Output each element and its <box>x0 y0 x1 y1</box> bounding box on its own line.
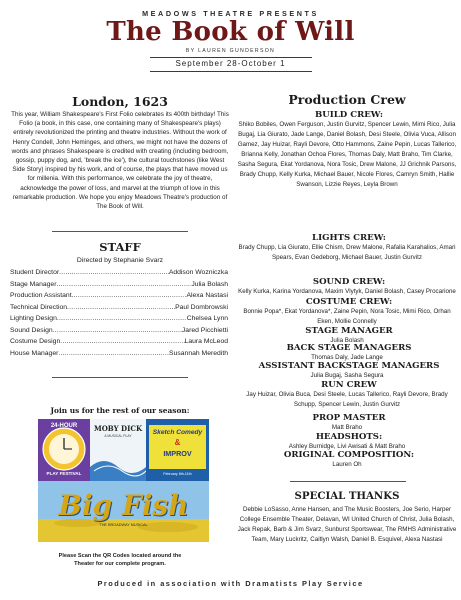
staff-row <box>10 337 228 347</box>
staff-role: House Manager <box>10 349 59 357</box>
staff-name: Alexa Nastasi <box>186 292 228 299</box>
show-title: The Book of Will <box>106 17 355 47</box>
sketch-line-2: IMPROV <box>163 449 192 458</box>
season-caption: Please Scan the QR Codes located around the Theater for our complete program. <box>58 553 182 567</box>
crew-section-names: Lauren Oh <box>332 461 362 468</box>
crew-section-title: COSTUME CREW: <box>305 297 393 307</box>
performance-dates: September 28-October 1 <box>175 59 286 68</box>
special-thanks-heading: SPECIAL THANKS <box>294 490 400 502</box>
season-heading: Join us for the rest of our season: <box>50 406 190 415</box>
staff-row <box>10 268 228 278</box>
staff-role: Technical Direction <box>10 303 68 311</box>
staff-role: Lighting Design <box>10 315 57 322</box>
london-divider <box>52 231 188 232</box>
crew-section-title: BACK STAGE MANAGERS <box>286 343 412 353</box>
crew-section-title: ORIGINAL COMPOSITION: <box>283 450 415 460</box>
crew-section-title: RUN CREW <box>321 380 377 390</box>
sketch-date: February 8th-11th <box>163 472 192 476</box>
staff-name: Laura McLeod <box>184 338 228 345</box>
production-crew-heading: Production Crew <box>288 92 406 107</box>
crew-section-names: Ashley Burnidge, Livi Awisati & Matt Braho <box>288 443 406 450</box>
staff-row <box>10 280 228 290</box>
crew-section-names: Julia Bolash <box>330 337 364 344</box>
staff-name: Addison Wozniczka <box>168 269 228 276</box>
staff-divider <box>52 377 188 378</box>
crew-section-title: HEADSHOTS: <box>315 432 383 442</box>
staff-role: Stage Manager <box>10 280 57 288</box>
staff-role: Costume Design <box>10 338 61 345</box>
directed-by: Directed by Stephanie Svarz <box>76 257 164 264</box>
staff-name: Susannah Meredith <box>169 349 228 357</box>
header-rule-bottom <box>150 71 312 72</box>
crew-section-title: ASSISTANT BACKSTAGE MANAGERS <box>258 361 440 371</box>
leader-dots <box>58 349 169 359</box>
leader-dots <box>72 291 187 301</box>
staff-heading: STAFF <box>99 240 141 254</box>
leader-dots <box>59 268 169 278</box>
staff-name: Julia Bolash <box>191 280 228 288</box>
leader-dots <box>57 314 187 324</box>
sketch-line-1: Sketch Comedy <box>152 429 203 436</box>
festival-top-text: 24-HOUR <box>50 423 78 429</box>
crew-section-title: BUILD CREW: <box>314 110 384 120</box>
moby-dick-subtitle: A MUSICAL PLAY <box>104 434 132 438</box>
footer-credit: Produced in association with Dramatists Play Service <box>97 579 364 588</box>
presents-line: MEADOWS THEATRE PRESENTS <box>142 9 319 18</box>
staff-row <box>10 326 228 336</box>
staff-row <box>10 314 228 324</box>
staff-row <box>10 349 228 359</box>
staff-name: Jared Picchietti <box>181 326 228 334</box>
staff-role: Student Director <box>10 269 60 276</box>
crew-section-names: Julia Bugaj, Sasha Segura <box>310 372 384 379</box>
sketch-amp: & <box>174 438 181 447</box>
leader-dots <box>67 303 175 313</box>
staff-row <box>10 303 228 313</box>
crew-section-title: PROP MASTER <box>312 413 386 423</box>
header-rule-top <box>150 57 312 58</box>
crew-section-names: Shiko Bobiles, Owen Ferguson, Justin Gurvitz, Spencer Lewin, Mimi Rico, Julia Bugaj, Lia Giurato, Jade Lange, Daniel Bolash, Desi Steele, Olivia Vuca, Allison Gamez, Jay Huizar, Rayli Devore, Otto Hammons, Zaine Pepin, Lucas Tallerico, Brianna Kelly, Jonathan Ochoa Flores, Thomas Daly, Matt Braho, Tim Clarke, Sasha Segura, Ekat Yordanova, Nora Tosic, Drew Malone, JJ Grichnik Parsons, Brady Chupp, Kelly Kurka, Michael Bauer, Nicole Flores, Camryn Smith, Hallie Swanson, Lizzie Reyes, Leyla Brown <box>237 121 457 188</box>
leader-dots <box>60 337 184 347</box>
moby-dick-title: MOBY DICK <box>93 424 143 433</box>
crew-section-names: Brady Chupp, Lia Giurato, Ellie Chism, Drew Malone, Rafalia Karahalios, Amari Spears, Evan Gedeborg, Michael Bauer, Justin Gurvitz <box>238 244 456 261</box>
leader-dots <box>56 280 191 290</box>
special-thanks-text: Debbie LoSasso, Anne Hansen, and The Music Boosters, Joe Serio, Harper College Ensemble Theater, Delavan, WI United Church of Christ, Julia Bolash, Jack Repak, Barb & Jim Svarz, Sunburst Sportswear, The RMHS Administrative Team, Mary Luckritz, Caitlyn Walsh, Daniel B. Esquivel, Alexa Nastasi <box>237 506 457 543</box>
crew-section-names: Jay Huizar, Olivia Buca, Desi Steele, Lucas Tallerico, Rayli Devore, Brady Schupp, Spencer Lewin, Justin Gurvitz <box>246 391 448 408</box>
staff-name: Paul Dombrowski <box>175 303 228 311</box>
festival-bottom-text: PLAY FESTIVAL <box>46 471 82 476</box>
staff-role: Sound Design <box>10 326 53 334</box>
crew-section-names: Thomas Daly, Jade Lange <box>311 354 383 361</box>
staff-name: Chelsea Lynn <box>186 315 228 322</box>
crew-section-names: Matt Braho <box>331 424 363 431</box>
london-paragraph: This year, William Shakespeare's First Folio celebrates its 400th birthday! This Folio (a book, in this case, one containing many of Shakespeare's plays) entirely revolutionized the printing and theatre industries. Without the work of Henry Condell, John Heminges, and others, we might not have the dozens of words and phrases Shakespeare is credited with creating (including bedroom, gossip, puppy dog, and, 'break the ice'), the cultural touchstones (like West Side Story) inspired by his work, and of course, the plays that have moved us for millenia. With this performance, we celebrate the joy of theatre, acknowledge the power of loss, and marvel at the triumph of love in this remarkable production. We hope you enjoy Meadows Theatre's production of The Book of Will. <box>11 111 229 211</box>
playwright-byline: BY LAUREN GUNDERSON <box>185 48 276 54</box>
crew-section-title: SOUND CREW: <box>312 277 386 287</box>
big-fish-subtitle: THE BROADWAY MUSICAL <box>99 523 148 527</box>
crew-section-title: LIGHTS CREW: <box>312 233 386 243</box>
crew-section-title: STAGE MANAGER <box>305 326 393 336</box>
crew-section-names: Kelly Kurka, Karina Yordanova, Maxim Vlytyk, Daniel Bolash, Casey Procarione <box>238 288 456 295</box>
leader-dots <box>53 326 182 336</box>
staff-row <box>10 291 228 301</box>
big-fish-title: Big Fish <box>58 489 189 522</box>
crew-section-names: Bonnie Popa*, Ekat Yordanova*, Zaine Pepin, Nora Tosic, Mimi Rico, Orhan Eken, Mollie Connelly <box>243 308 451 325</box>
london-heading: London, 1623 <box>72 94 168 109</box>
thanks-divider <box>290 481 406 482</box>
season-poster <box>38 419 209 542</box>
staff-role: Production Assistant <box>10 292 72 299</box>
